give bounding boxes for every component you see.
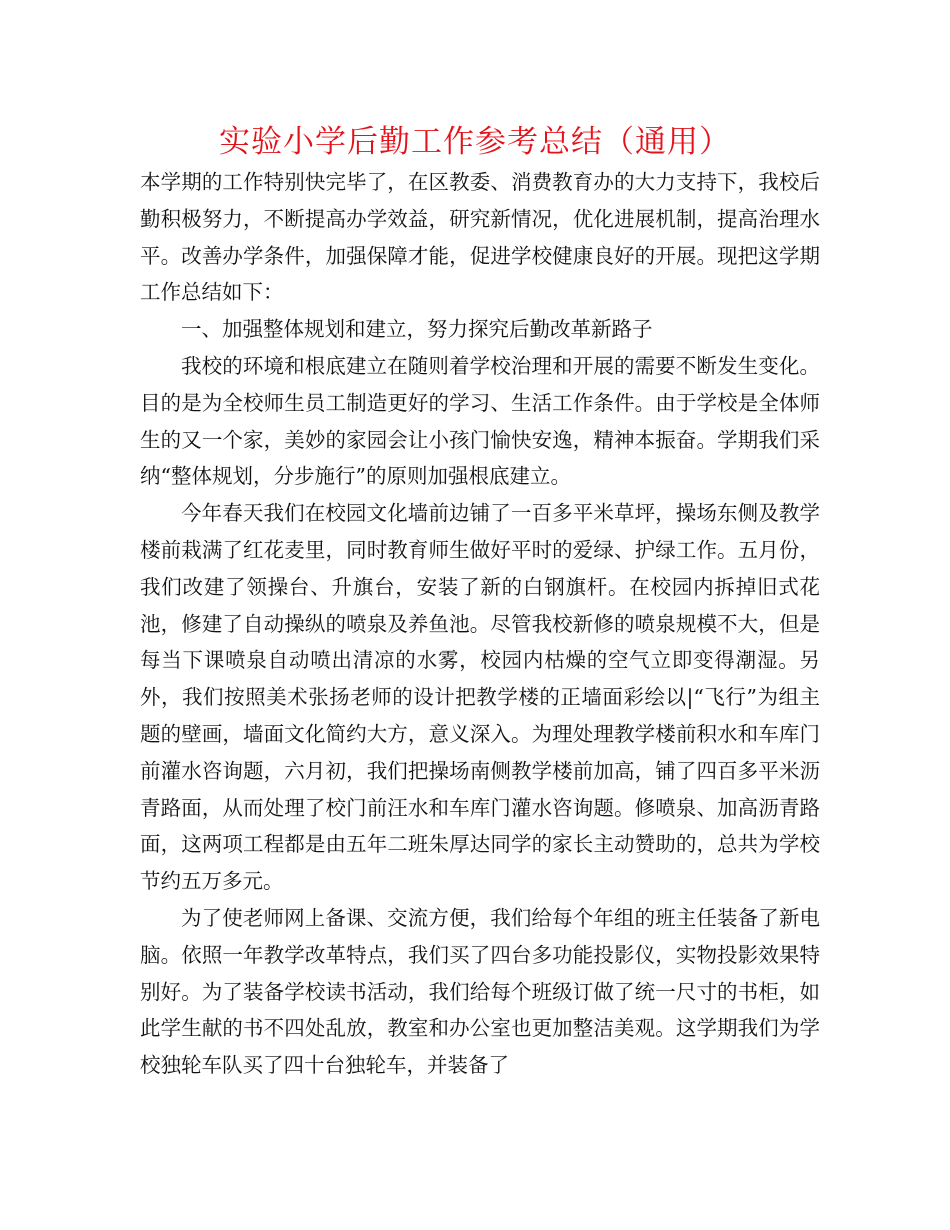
document-title: 实验小学后勤工作参考总结（通用） xyxy=(219,124,731,160)
paragraph-spring-projects: 今年春天我们在校园文化墙前边铺了一百多平米草坪，操场东侧及教学楼前栽满了红花麦里，同时教育师生做好平时的爱绿、护绿工作。五月份，我们改建了领操台、升旗台，安装了新的白钢旗杆。在校园内拆掉旧式花池，修建了自动操纵的喷泉及养鱼池。尽管我校新修的喷泉规模不大，但是每当下课喷泉自动喷出清凉的水雾，校园内枯燥的空气立即变得潮湿。另外，我们按照美术张扬老师的设计把教学楼的正墙面彩绘以|“飞行”为组主题的壁画，墙面文化简约大方，意义深入。为理处理教学楼前积水和车库门前灌水咨询题，六月初，我们把操场南侧教学楼前加高，铺了四百多平米沥青路面，从而处理了校门前汪水和车库门灌水咨询题。修喷泉、加高沥青路面，这两项工程都是由五年二班朱厚达同学的家长主动赞助的，总共为学校节约五万多元。 xyxy=(140,501,820,894)
paragraph-equipment: 为了使老师网上备课、交流方便，我们给每个年组的班主任装备了新电脑。依照一年教学改革特点，我们买了四台多功能投影仪，实物投影效果特别好。为了装备学校读书活动，我们给每个班级订做了统一尺寸的书柜，如此学生献的书不四处乱放，教室和办公室也更加整洁美观。这学期我们为学校独轮车队买了四十台独轮车，并装备了 xyxy=(140,905,820,1078)
section-heading-1: 一、加强整体规划和建立，努力探究后勤改革新路子 xyxy=(181,317,653,342)
paragraph-environment: 我校的环境和根底建立在随则着学校治理和开展的需要不断发生变化。目的是为全校师生员工制造更好的学习、生活工作条件。由于学校是全体师生的又一个家，美妙的家园会让小孩门愉快安逸，精神本振奋。学期我们采纳“整体规划，分步施行”的原则加强根底建立。 xyxy=(140,353,820,489)
document-body xyxy=(140,164,820,1084)
paragraph-intro: 本学期的工作特别快完毕了，在区教委、消费教育办的大力支持下，我校后勤积极努力，不断提高办学效益，研究新情况，优化进展机制，提高治理水平。改善办学条件，加强保障才能，促进学校健康良好的开展。现把这学期工作总结如下： xyxy=(140,170,820,305)
